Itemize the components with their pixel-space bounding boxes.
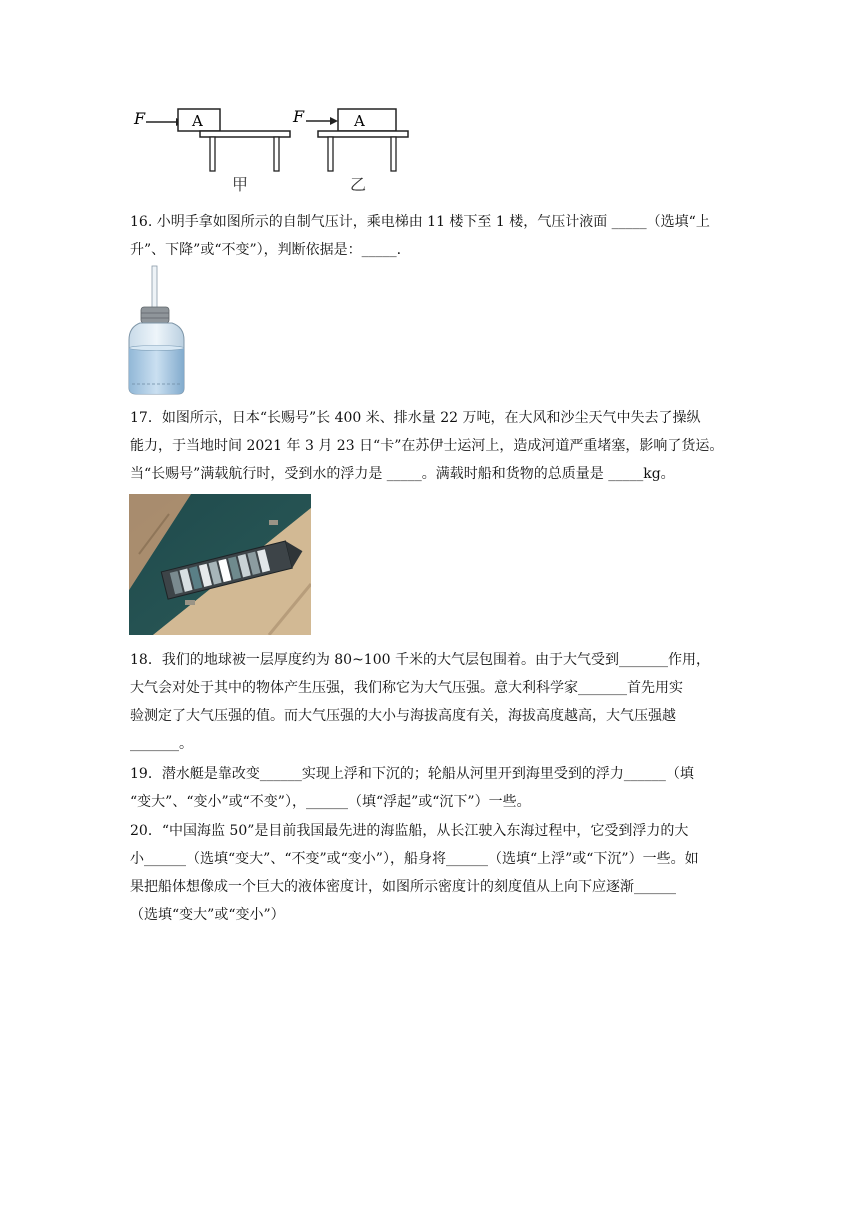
table-top-left (200, 131, 290, 137)
question-18 (130, 646, 740, 758)
bottle-cap (141, 307, 169, 323)
force-arrowhead-right (330, 117, 338, 125)
force-label-right: F (293, 107, 305, 126)
question-17 (130, 404, 740, 488)
question-16 (130, 208, 740, 264)
table-top-right (318, 131, 408, 137)
table-leg-right-1 (328, 137, 333, 171)
question-20-line-2: 小______（选填“变大”、“不变”或“变小”），船身将______（选填“上浮”或“下沉”）一些。如 (130, 851, 699, 867)
ship-satellite-photo (129, 494, 311, 635)
caption-yi: 乙 (350, 175, 367, 194)
question-19 (130, 760, 740, 816)
question-18-line-1: 18．我们的地球被一层厚度约为 80~100 千米的大气层包围着。由于大气受到_______作用， (130, 652, 710, 668)
question-17-line-2: 能力，于当地时间 2021 年 3 月 23 日“卡”在苏伊士运河上，造成河道严重堵塞，影响了货运。 (130, 438, 724, 454)
question-20-line-1: 20．“中国海监 50”是目前我国最先进的海监船，从长江驶入东海过程中，它受到浮力的大 (130, 823, 689, 839)
question-19-line-1: 19．潜水艇是靠改变______实现上浮和下沉的；轮船从河里开到海里受到的浮力______（填 (130, 766, 694, 782)
water (129, 348, 184, 394)
table-leg-right-2 (391, 137, 396, 171)
question-18-line-2: 大气会对处于其中的物体产生压强，我们称它为大气压强。意大利科学家_______首先用实 (130, 680, 683, 696)
caption-jia: 甲 (232, 175, 249, 194)
barometer-bottle-figure (126, 264, 186, 396)
table-leg-left-1 (210, 137, 215, 171)
question-17-line-3: 当“长赐号”满载航行时，受到水的浮力是 _____。满载时船和货物的总质量是 _____kg。 (130, 466, 675, 482)
question-17-line-1: 17．如图所示，日本“长赐号”长 400 米、排水量 22 万吨，在大风和沙尘天气中失去了操纵 (130, 410, 701, 426)
question-16-line-1: 16. 小明手拿如图所示的自制气压计，乘电梯由 11 楼下至 1 楼，气压计液面 _____（选填“上 (130, 214, 710, 230)
tugboat (185, 600, 195, 605)
question-18-line-4: _______。 (130, 736, 193, 752)
block-label-left: A (192, 112, 203, 130)
tugboat (269, 520, 278, 525)
force-label-left: F (134, 109, 146, 128)
question-20 (130, 817, 740, 929)
table-leg-left-2 (274, 137, 279, 171)
question-18-line-3: 验测定了大气压强的值。而大气压强的大小与海拔高度有关，海拔高度越高，大气压强越 (130, 708, 676, 724)
question-16-line-2: 升”、下降”或“不变”），判断依据是：_____. (130, 242, 402, 258)
block-label-right: A (354, 112, 365, 130)
block-a-right (338, 109, 396, 131)
force-table-figure (128, 100, 428, 200)
question-20-line-4: （选填“变大”或“变小”） (130, 907, 285, 923)
question-20-line-3: 果把船体想像成一个巨大的液体密度计，如图所示密度计的刻度值从上向下应逐渐______ (130, 879, 676, 895)
question-19-line-2: “变大”、“变小”或“不变”），______（填“浮起”或“沉下”）一些。 (130, 794, 531, 810)
water-surface (129, 346, 184, 351)
